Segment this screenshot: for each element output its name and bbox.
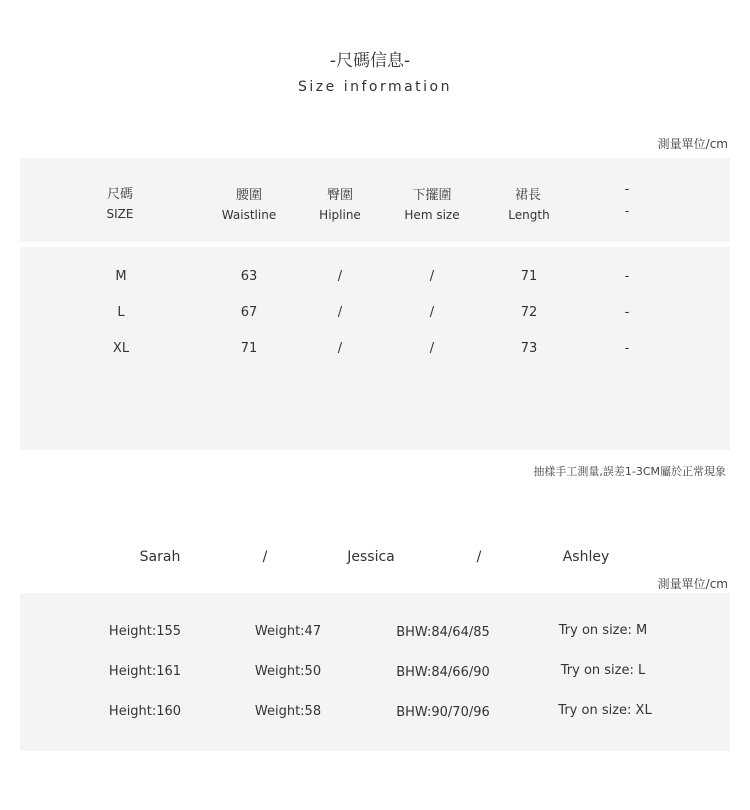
cell-extra: - (624, 305, 630, 320)
cell-extra: - (624, 269, 630, 284)
cell-hip: / (337, 269, 343, 284)
model-separator: / (262, 549, 268, 565)
model-height: Height:155 (108, 624, 182, 639)
header-length-en: Length (508, 208, 550, 222)
cell-hem: / (429, 305, 435, 320)
size-table-body (20, 247, 730, 450)
header-hem-en: Hem size (404, 208, 460, 222)
model-weight: Weight:47 (254, 624, 322, 639)
header-waist-en: Waistline (221, 208, 277, 222)
model-bhw: BHW:84/66/90 (396, 665, 490, 680)
header-extra-cn: - (624, 182, 630, 197)
cell-waist: 67 (240, 305, 258, 320)
header-extra-en: - (624, 204, 630, 218)
cell-size: M (115, 269, 127, 284)
model-bhw: BHW:84/64/85 (396, 625, 490, 640)
page-title: -尺碼信息- (329, 51, 411, 71)
model-info-panel (20, 593, 730, 751)
header-size-en: SIZE (106, 207, 134, 221)
model-try-size: Try on size: L (560, 663, 646, 678)
cell-length: 72 (520, 305, 538, 320)
unit-label: 測量單位/cm (657, 137, 728, 151)
model-try-size: Try on size: XL (558, 703, 652, 718)
cell-size: XL (112, 341, 130, 356)
page-subtitle: Size information (298, 79, 452, 95)
header-hip-cn: 臀圍 (326, 188, 354, 203)
cell-hip: / (337, 305, 343, 320)
unit-label-models: 測量單位/cm (657, 577, 728, 591)
model-height: Height:161 (108, 664, 182, 679)
cell-length: 73 (520, 341, 538, 356)
model-separator: / (476, 549, 482, 565)
model-name-ashley: Ashley (562, 549, 610, 565)
model-height: Height:160 (108, 704, 182, 719)
header-length-cn: 裙長 (514, 188, 542, 203)
header-size-cn: 尺碼 (106, 187, 134, 202)
header-hem-cn: 下擺圍 (412, 188, 452, 203)
cell-hip: / (337, 341, 343, 356)
cell-hem: / (429, 269, 435, 284)
model-bhw: BHW:90/70/96 (396, 705, 490, 720)
model-name-sarah: Sarah (139, 549, 181, 565)
model-weight: Weight:50 (254, 664, 322, 679)
cell-length: 71 (520, 269, 538, 284)
cell-waist: 71 (240, 341, 258, 356)
model-try-size: Try on size: M (558, 623, 648, 638)
measurement-note: 抽樣手工測量,誤差1-3CM屬於正常現象 (533, 465, 726, 478)
cell-hem: / (429, 341, 435, 356)
cell-waist: 63 (240, 269, 258, 284)
model-weight: Weight:58 (254, 704, 322, 719)
cell-size: L (117, 305, 125, 320)
header-hip-en: Hipline (319, 208, 361, 222)
header-waist-cn: 腰圍 (235, 188, 263, 203)
cell-extra: - (624, 341, 630, 356)
model-name-jessica: Jessica (347, 549, 395, 565)
size-table-header (20, 158, 730, 242)
